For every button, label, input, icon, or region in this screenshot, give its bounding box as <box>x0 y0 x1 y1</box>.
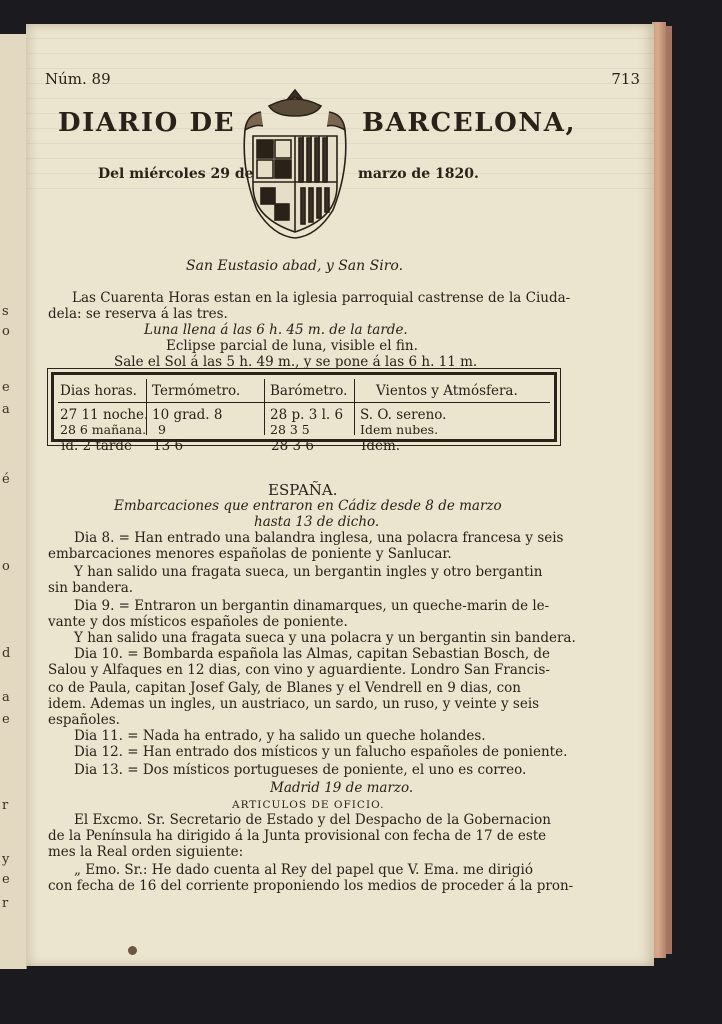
body-line: idem. Ademas un ingles, un austriaco, un sardo, un ruso, y veinte y seis <box>48 696 540 712</box>
weather-cell: 9 <box>158 422 166 437</box>
weather-cell: 28 6 mañana. <box>60 422 147 437</box>
body-line: Dia 10. = Bombarda española las Almas, capitan Sebastian Bosch, de <box>74 646 551 662</box>
left-fragment: é <box>2 472 10 487</box>
left-fragment: e <box>2 872 10 887</box>
weather-row-3-barometer: 28 3 6 <box>271 438 314 454</box>
newspaper-page <box>26 24 654 966</box>
weather-row-3-winds: Idem. <box>361 438 401 454</box>
notice-forty-hours: Las Cuarenta Horas estan en la iglesia parroquial castrense de la Ciuda- <box>72 290 571 306</box>
masthead-title-right: BARCELONA, <box>362 108 577 138</box>
section-subtitle-cont: hasta 13 de dicho. <box>254 514 380 530</box>
page-number: 713 <box>611 70 640 88</box>
body-line: Y han salido una fragata sueca y una polacra y un bergantin sin bandera. <box>74 630 576 646</box>
notice-forty-hours-cont: dela: se reserva á las tres. <box>48 306 228 322</box>
left-fragment: a <box>2 402 10 417</box>
articles-heading: ARTICULOS DE OFICIO. <box>232 799 385 811</box>
left-fragment: r <box>2 896 9 911</box>
body-line: sin bandera. <box>48 580 134 596</box>
body-line: embarcaciones menores españolas de poniente y Sanlucar. <box>48 546 452 562</box>
weather-cell: 10 grad. 8 <box>152 407 223 423</box>
left-fragment: e <box>2 712 10 727</box>
body-line: Salou y Alfaques en 12 dias, con vino y aguardiente. Londro San Francis- <box>48 662 550 678</box>
page-edge-shadow <box>666 26 672 954</box>
left-fragment: o <box>2 559 10 574</box>
left-fragment: s <box>2 304 9 319</box>
weather-cell: 28 3 5 <box>270 422 310 437</box>
body-line: co de Paula, capitan Josef Galy, de Blanes y el Vendrell en 9 dias, con <box>48 680 522 696</box>
body-line: mes la Real orden siguiente: <box>48 844 244 860</box>
left-fragment: d <box>2 646 11 661</box>
body-line: Y han salido una fragata sueca, un bergantin ingles y otro bergantin <box>74 564 543 580</box>
weather-header-thermometer: Termómetro. <box>152 383 241 399</box>
paper-stain <box>128 946 137 955</box>
body-line: de la Península ha dirigido á la Junta provisional con fecha de 17 de este <box>48 828 547 844</box>
body-line: Dia 11. = Nada ha entrado, y ha salido un queche holandes. <box>74 728 486 744</box>
weather-header-winds: Vientos y Atmósfera. <box>376 383 518 399</box>
left-page-margin <box>0 34 27 969</box>
saints-of-the-day: San Eustasio abad, y San Siro. <box>186 258 404 274</box>
notice-sun: Sale el Sol á las 5 h. 49 m., y se pone á las 6 h. 11 m. <box>114 354 478 370</box>
left-fragment: o <box>2 324 10 339</box>
left-fragment: e <box>2 380 10 395</box>
body-line: vante y dos místicos españoles de poniente. <box>48 614 348 630</box>
body-line: El Excmo. Sr. Secretario de Estado y del Despacho de la Gobernacion <box>74 812 551 828</box>
notice-eclipse: Eclipse parcial de luna, visible el fin. <box>166 338 418 354</box>
left-fragment: y <box>2 852 10 867</box>
weather-header-barometer: Barómetro. <box>270 383 348 399</box>
weather-cell: Idem nubes. <box>360 422 439 437</box>
body-line: con fecha de 16 del corriente proponiendo los medios de proceder á la pron- <box>48 878 574 894</box>
body-line: Dia 12. = Han entrado dos místicos y un falucho españoles de poniente. <box>74 744 568 760</box>
section-subtitle: Embarcaciones que entraron en Cádiz desde 8 de marzo <box>114 498 502 514</box>
left-fragment: r <box>2 798 9 813</box>
issue-number: Núm. 89 <box>45 70 111 88</box>
weather-cell: 27 11 noche. <box>60 407 149 423</box>
weather-cell: 28 p. 3 l. 6 <box>270 407 344 423</box>
barcelona-coat-of-arms-icon <box>239 84 351 242</box>
body-line: españoles. <box>48 712 120 728</box>
dateline: Madrid 19 de marzo. <box>270 780 414 796</box>
weather-header-days: Dias horas. <box>60 383 137 399</box>
body-line: „ Emo. Sr.: He dado cuenta al Rey del papel que V. Ema. me dirigió <box>74 862 533 878</box>
notice-moon: Luna llena á las 6 h. 45 m. de la tarde. <box>144 322 408 338</box>
weather-table <box>51 372 557 442</box>
masthead-title-left: DIARIO DE <box>58 108 236 138</box>
weather-row-3-thermometer: 13 6 <box>153 438 184 454</box>
issue-date-right: marzo de 1820. <box>358 166 479 182</box>
weather-cell: S. O. sereno. <box>360 407 447 423</box>
weather-row-3-day: id. 2 tarde <box>61 438 132 454</box>
issue-date-left: Del miércoles 29 de <box>98 166 254 182</box>
body-line: Dia 13. = Dos místicos portugueses de poniente, el uno es correo. <box>74 762 527 778</box>
body-line: Dia 9. = Entraron un bergantin dinamarques, un queche-marin de le- <box>74 598 550 614</box>
left-fragment: a <box>2 690 10 705</box>
body-line: Dia 8. = Han entrado una balandra inglesa, una polacra francesa y seis <box>74 530 564 546</box>
page-edge <box>652 22 666 958</box>
section-heading: ESPAÑA. <box>268 481 338 499</box>
